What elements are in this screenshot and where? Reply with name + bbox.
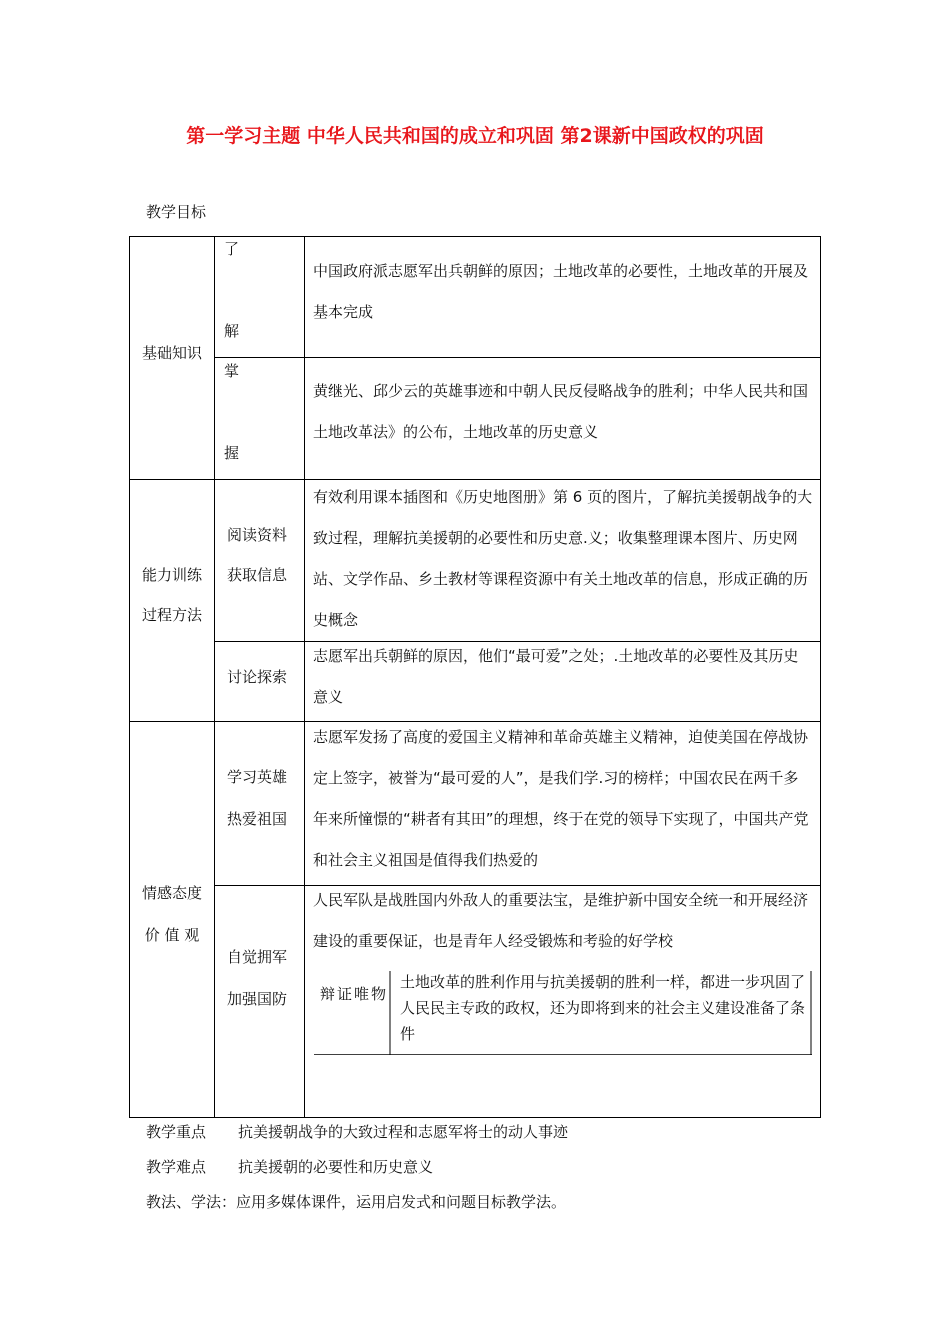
category-ability-line2: 过程方法 — [141, 606, 202, 624]
category-ability-line1: 能力训练 — [141, 566, 202, 584]
sub-discussion: 讨论探索 — [226, 668, 287, 686]
key-point-text: 抗美援朝战争的大致过程和志愿军将士的动人事迹 — [238, 1123, 569, 1141]
goals-label: 教学目标 — [146, 203, 207, 221]
content-heroes: 志愿军发扬了高度的爱国主义精神和革命英雄主义精神，迫使美国在停战协定上签字，被誉为“最可爱的人”，是我们学.习的榜样；中国农民在两千多年来所憧憬的“耕者有其田”的理想，终于在党的领导下实现了，中国共产党和社会主义祖国是值得我们热爱的 — [313, 728, 809, 869]
table-divider — [214, 357, 820, 358]
sub-understand-bottom: 解 — [224, 322, 240, 340]
category-emotion-line1: 情感态度 — [141, 884, 202, 902]
table-divider — [304, 237, 305, 1117]
key-point-label: 教学重点 — [146, 1123, 207, 1141]
goals-table — [129, 236, 821, 1118]
content-defense: 人民军队是战胜国内外敌人的重要法宝，是维护新中国安全统一和开展经济建设的重要保证，也是青年人经受锻炼和考验的好学校 — [313, 891, 809, 950]
sub-heroes-line2: 热爱祖国 — [226, 810, 287, 828]
sub-heroes-line1: 学习英雄 — [226, 768, 287, 786]
content-discussion: 志愿军出兵朝鲜的原因，他们“最可爱”之处；.土地改革的必要性及其历史意义 — [313, 647, 799, 706]
sub-master-bottom: 握 — [224, 444, 240, 462]
page-title: 第一学习主题 中华人民共和国的成立和巩固 第2课新中国政权的巩固 — [186, 125, 764, 147]
content-reading: 有效利用课本插图和《历史地图册》第 6 页的图片，了解抗美援朝战争的大致过程，理解抗美援朝的必要性和历史意.义；收集整理课本图片、历史网站、文学作品、乡土教材等课程资源中有关土地改革的信息，形成正确的历史概念 — [313, 488, 813, 629]
content-master: 黄继光、邱少云的英雄事迹和中朝人民反侵略战争的胜利；中华人民共和国土地改革法》的公布，土地改革的历史意义 — [313, 382, 809, 441]
sub-defense-line1: 自觉拥军 — [226, 948, 287, 966]
category-basic-knowledge: 基础知识 — [141, 344, 202, 362]
method-text: 教法、学法：应用多媒体课件，运用启发式和问题目标教学法。 — [146, 1193, 567, 1211]
sub-understand-top: 了 — [224, 240, 240, 258]
difficulty-label: 教学难点 — [146, 1158, 207, 1176]
content-understand: 中国政府派志愿军出兵朝鲜的原因；土地改革的必要性，土地改革的开展及基本完成 — [313, 262, 809, 321]
category-emotion-line2: 价 值 观 — [144, 926, 200, 944]
dialectics-box — [314, 971, 812, 1055]
dialectics-text: 土地改革的胜利作用与抗美援朝的胜利一样，都进一步巩固了人民民主专政的政权，还为即将到来的社会主义建设准备了条件 — [400, 973, 806, 1043]
sub-defense-line2: 加强国防 — [226, 990, 287, 1008]
sub-master-top: 掌 — [224, 362, 240, 380]
sub-reading-line2: 获取信息 — [226, 566, 287, 584]
difficulty-text: 抗美援朝的必要性和历史意义 — [238, 1158, 434, 1176]
dialectics-label: 辩证唯物 — [320, 985, 389, 1003]
sub-reading-line1: 阅读资料 — [226, 526, 287, 544]
